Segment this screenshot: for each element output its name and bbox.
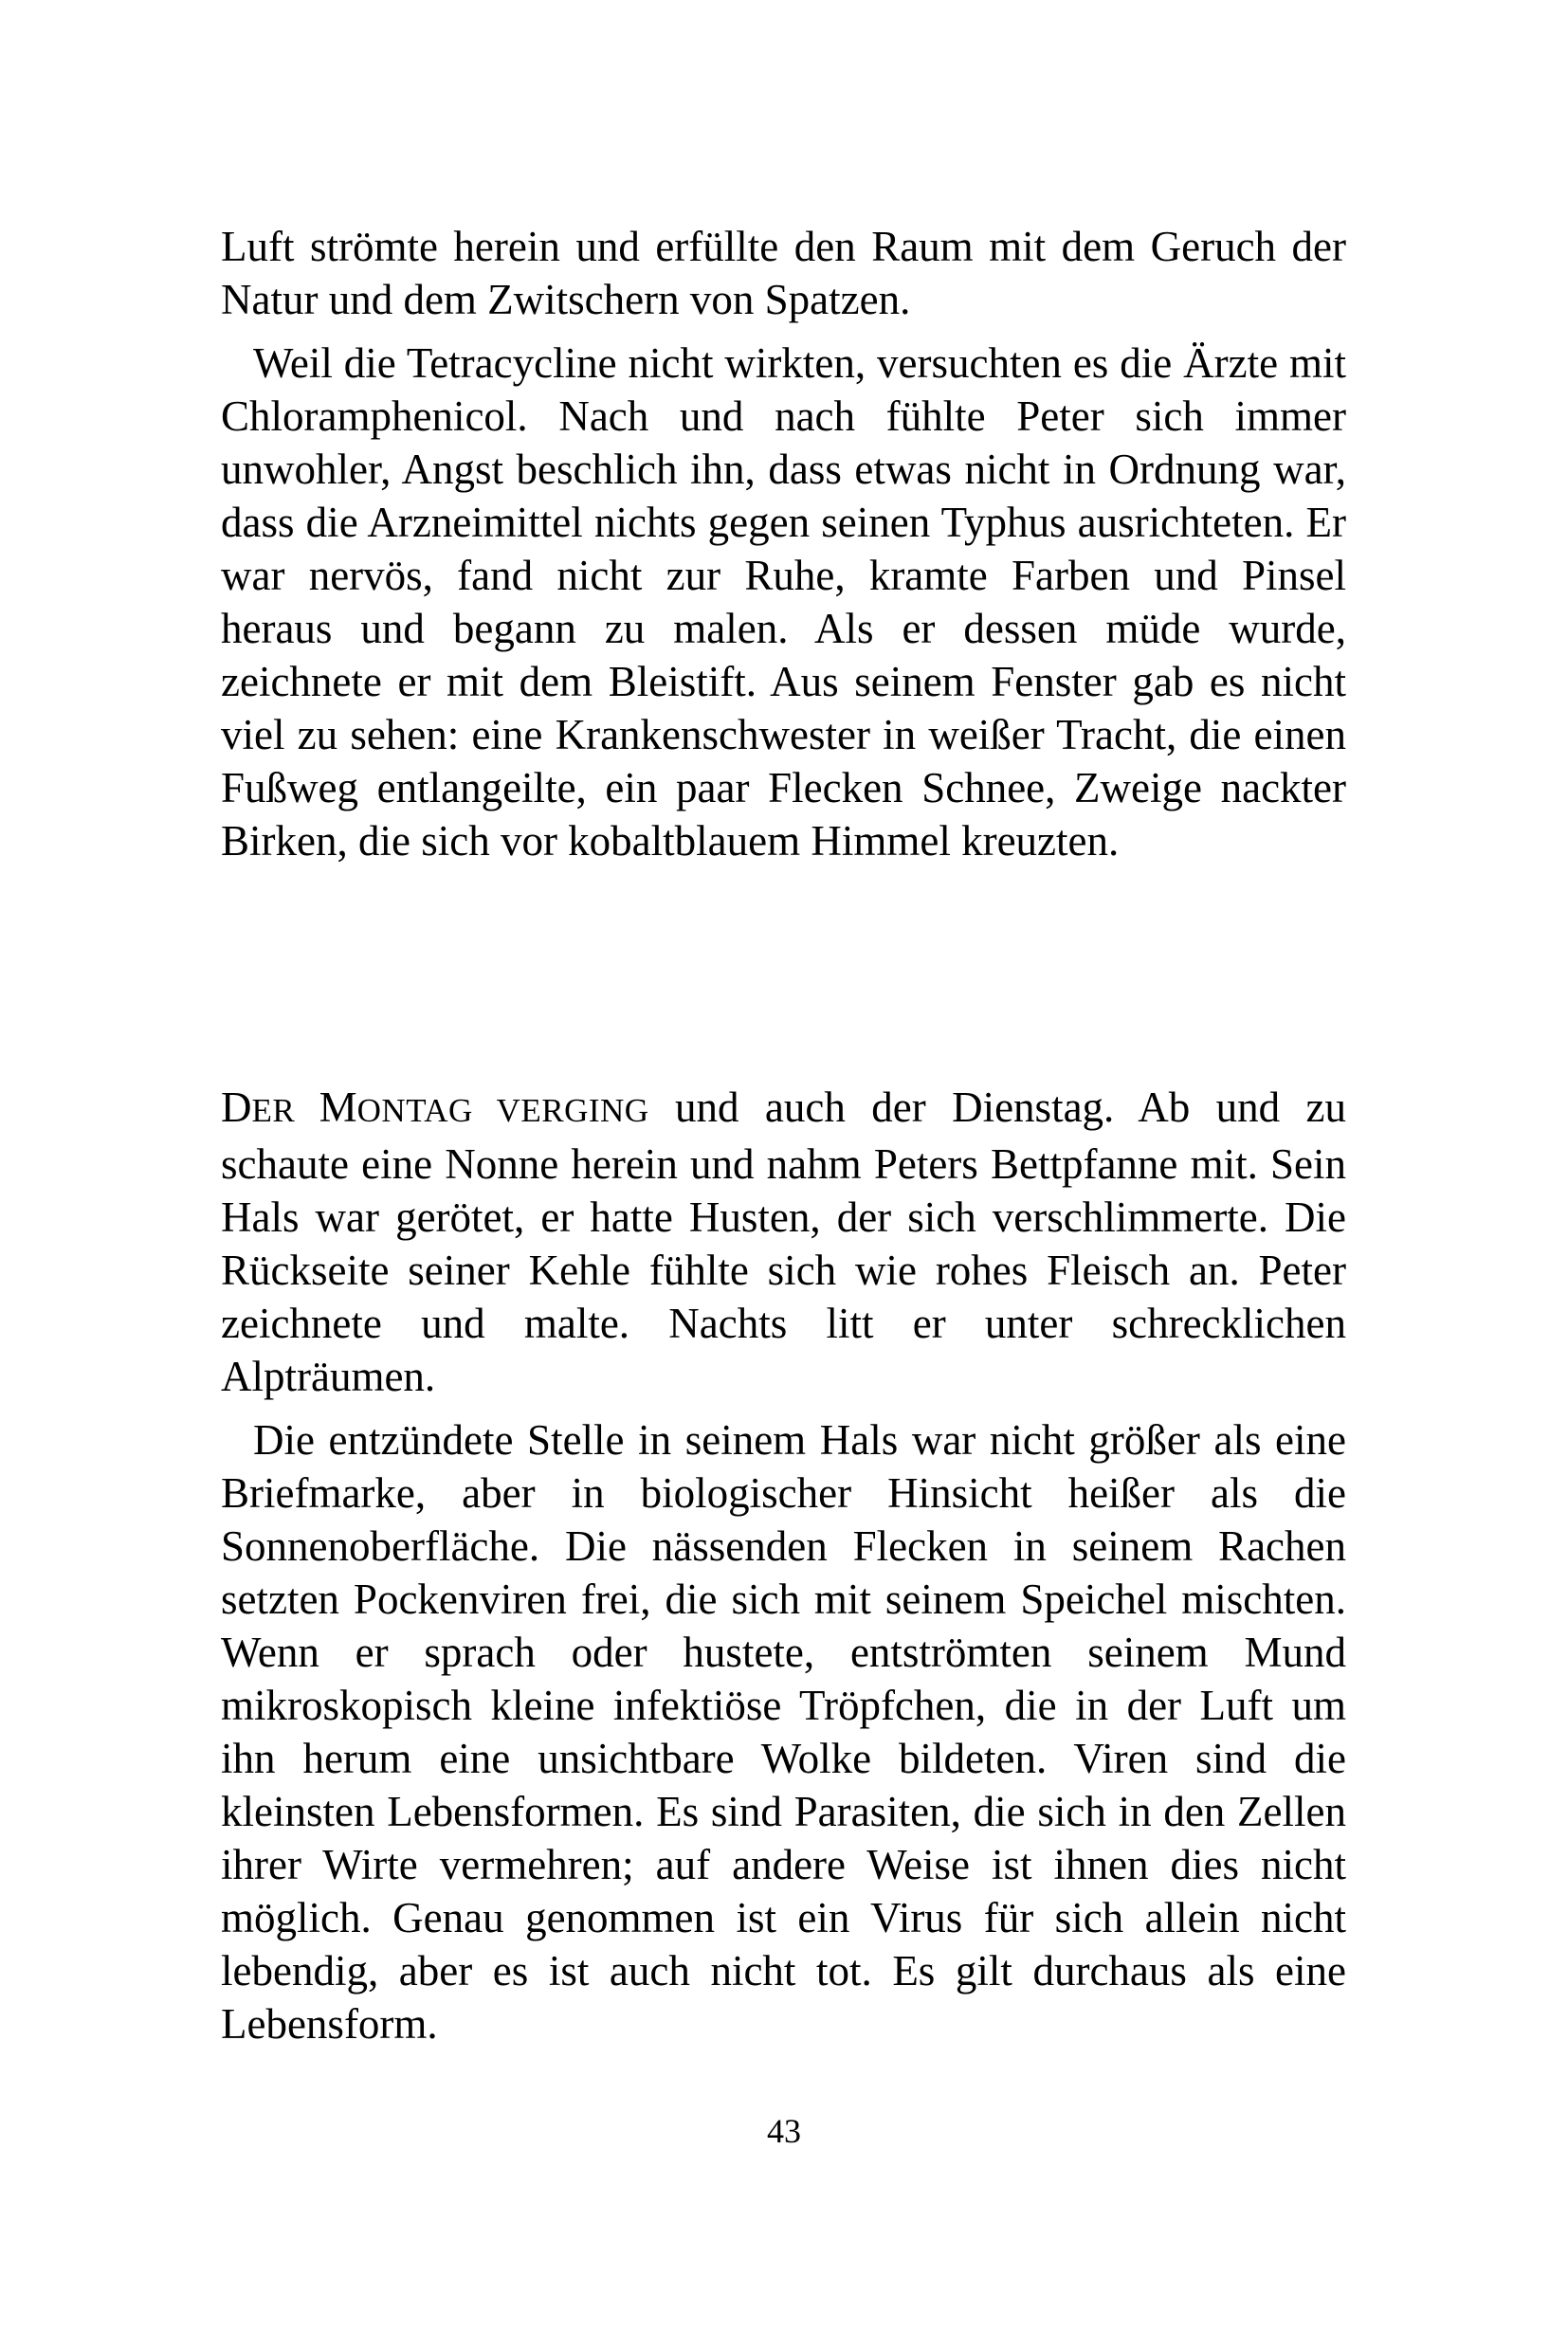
paragraph-continuation: Luft strömte herein und erfüllte den Raum mit dem Geruch der Natur und dem Zwitschern von Spatzen. xyxy=(221,223,1346,323)
text-section-1 xyxy=(221,220,1346,867)
small-caps-opening: DER MONTAG VERGING xyxy=(221,1084,649,1131)
paragraph-tetracycline: Weil die Tetracycline nicht wirkten, versuchten es die Ärzte mit Chloramphenicol. Nach und nach fühlte Peter sich immer unwohler, Angst beschlich ihn, dass etwas nicht in Ordnung war, dass die Arzneimittel nichts gegen seinen Typhus ausrichteten. Er war nervös, fand nicht zur Ruhe, kramte Farben und Pinsel heraus und begann zu malen. Als er dessen müde wurde, zeichnete er mit dem Bleistift. Aus seinem Fenster gab es nicht viel zu sehen: eine Krankenschwester in weißer Tracht, die einen Fußweg entlangeilte, ein paar Flecken Schnee, Zweige nackter Birken, die sich vor kobaltblauem Himmel kreuzten. xyxy=(221,339,1346,865)
opening-paragraph-text: und auch der Dienstag. Ab und zu schaute eine Nonne herein und nahm Peters Bettpfanne mit. Sein Hals war gerötet, er hatte Husten, der sich verschlimmerte. Die Rückseite seiner Kehle fühlte sich wie rohes Fleisch an. Peter zeichnete und malte. Nachts litt er unter schrecklichen Alpträumen. xyxy=(221,1084,1346,1400)
paragraph-section-opening xyxy=(221,1081,1346,1403)
paragraph-virus: Die entzündete Stelle in seinem Hals war nicht größer als eine Briefmarke, aber in biologischer Hinsicht heißer als die Sonnenoberfläche. Die nässenden Flecken in seinem Rachen setzten Pockenviren frei, die sich mit seinem Speichel mischten. Wenn er sprach oder hustete, entströmten seinem Mund mikroskopisch kleine infektiöse Tröpfchen, die in der Luft um ihn herum eine unsichtbare Wolke bildeten. Viren sind die kleinsten Lebensformen. Es sind Parasiten, die sich in den Zellen ihrer Wirte vermehren; auf andere Weise ist ihnen dies nicht möglich. Genau genommen ist ein Virus für sich allein nicht lebendig, aber es ist auch nicht tot. Es gilt durchaus als eine Lebensform. xyxy=(221,1416,1346,2048)
page-number: 43 xyxy=(767,2112,801,2150)
text-section-2 xyxy=(221,1081,1346,2050)
